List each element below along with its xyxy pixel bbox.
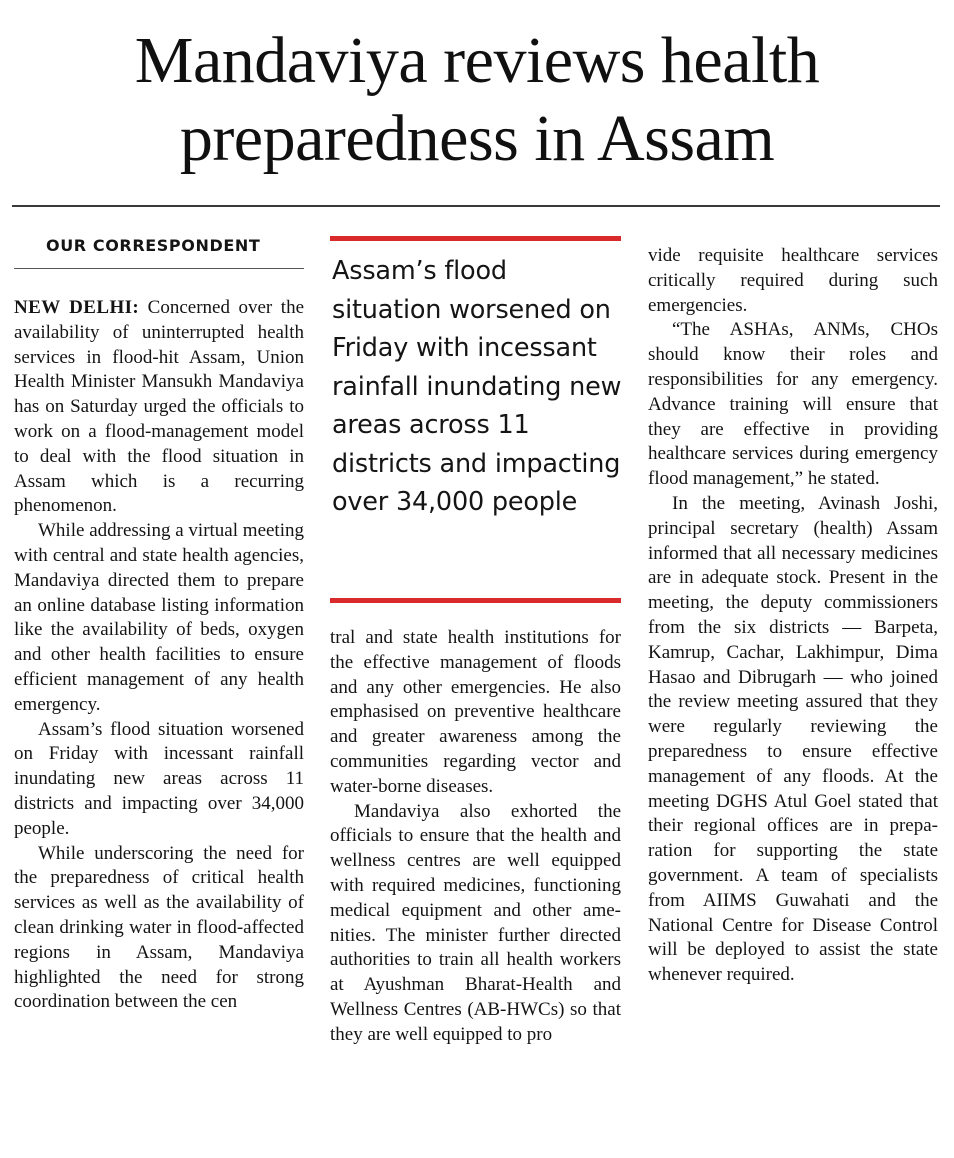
headline <box>18 22 936 178</box>
headline-rule <box>12 205 940 207</box>
paragraph-6: “The ASHAs, ANMs, CHOs should know their roles and responsibilities for any emergency. Advance training will ensure that they are effective in providing healthcare services during emergency flood management,” he stated. <box>648 319 938 490</box>
paragraph-2: While addressing a virtual meeting with central and state health agencies, Mandaviya directed them to prepare an online database listing information like the availability of beds, oxygen and other health facilities to ensure efficient management of any health emergency. <box>14 520 304 715</box>
paragraph-5-continued: vide requisite healthcare services critically required during such emergencies. <box>648 245 938 316</box>
column-2 <box>330 626 621 1048</box>
headline-line-2: preparedness in Assam <box>179 102 775 175</box>
paragraph-1 <box>14 296 304 519</box>
column-3 <box>648 244 938 988</box>
headline-line-1: Mandaviya reviews health <box>134 24 820 97</box>
byline-rule <box>14 268 304 269</box>
pullquote: Assam’s flood situation worsened on Friday with incessant rainfall inundating new areas across 11 districts and impacting over 34,000 people <box>332 256 622 517</box>
paragraph-3: Assam’s flood situation worsened on Friday with incessant rainfall inundating new areas across 11 districts and impacting over 34,000 people. <box>14 718 304 839</box>
column-1 <box>14 296 304 1015</box>
pullquote-rule-bottom <box>330 598 621 603</box>
paragraph-7: In the meeting, Avinash Joshi, principal secretary (health) Assam informed that all necessary medicines are in adequate stock. Present in the meeting, the deputy commissioners from the six districts — Barpeta, Kamrup, Cachar, Lakhimpur, Dima Hasao and Dibrugarh — who joined the review meeting assured that they were regularly reviewing the preparedness to ensure effective management of any floods. At the meeting DGHS Atul Goel stated that their regional offices are in preparation for supporting the state government. A team of specialists from AIIMS Guwahati and the National Centre for Disease Control will be deployed to assist the state whenever required. <box>648 492 938 986</box>
paragraph-4: While underscoring the need for the preparedness of critical health services as well as the availability of clean drinking water in flood-affected regions in Assam, Mandaviya highlighted the need for strong coordination between the cen <box>14 842 304 1013</box>
paragraph-4-continued: tral and state health institutions for the effective management of floods and any other emergencies. He also emphasised on preventive healthcare and greater awareness among the communities regarding vector and water-borne diseases. <box>330 627 621 797</box>
paragraph-5: Mandaviya also exhorted the officials to ensure that the health and wellness centres are well equipped with required medicines, functioning medical equipment and other amenities. The minister further directed authorities to train all health workers at Ayushman Bharat-Health and Wellness Centres (AB-HWCs) so that they are well equipped to pro <box>330 800 621 1045</box>
dateline: NEW DELHI: <box>14 297 140 318</box>
paragraph-1-text: Concerned over the availability of uninterrupted health services in flood-hit Assam, Union Health Minister Mansukh Mandaviya has on Saturday urged the officials to work on a flood-management model to deal with the flood situation in Assam which is a recurring phenomenon. <box>14 297 304 517</box>
byline: OUR CORRESPONDENT <box>46 236 261 255</box>
pullquote-rule-top <box>330 236 621 241</box>
